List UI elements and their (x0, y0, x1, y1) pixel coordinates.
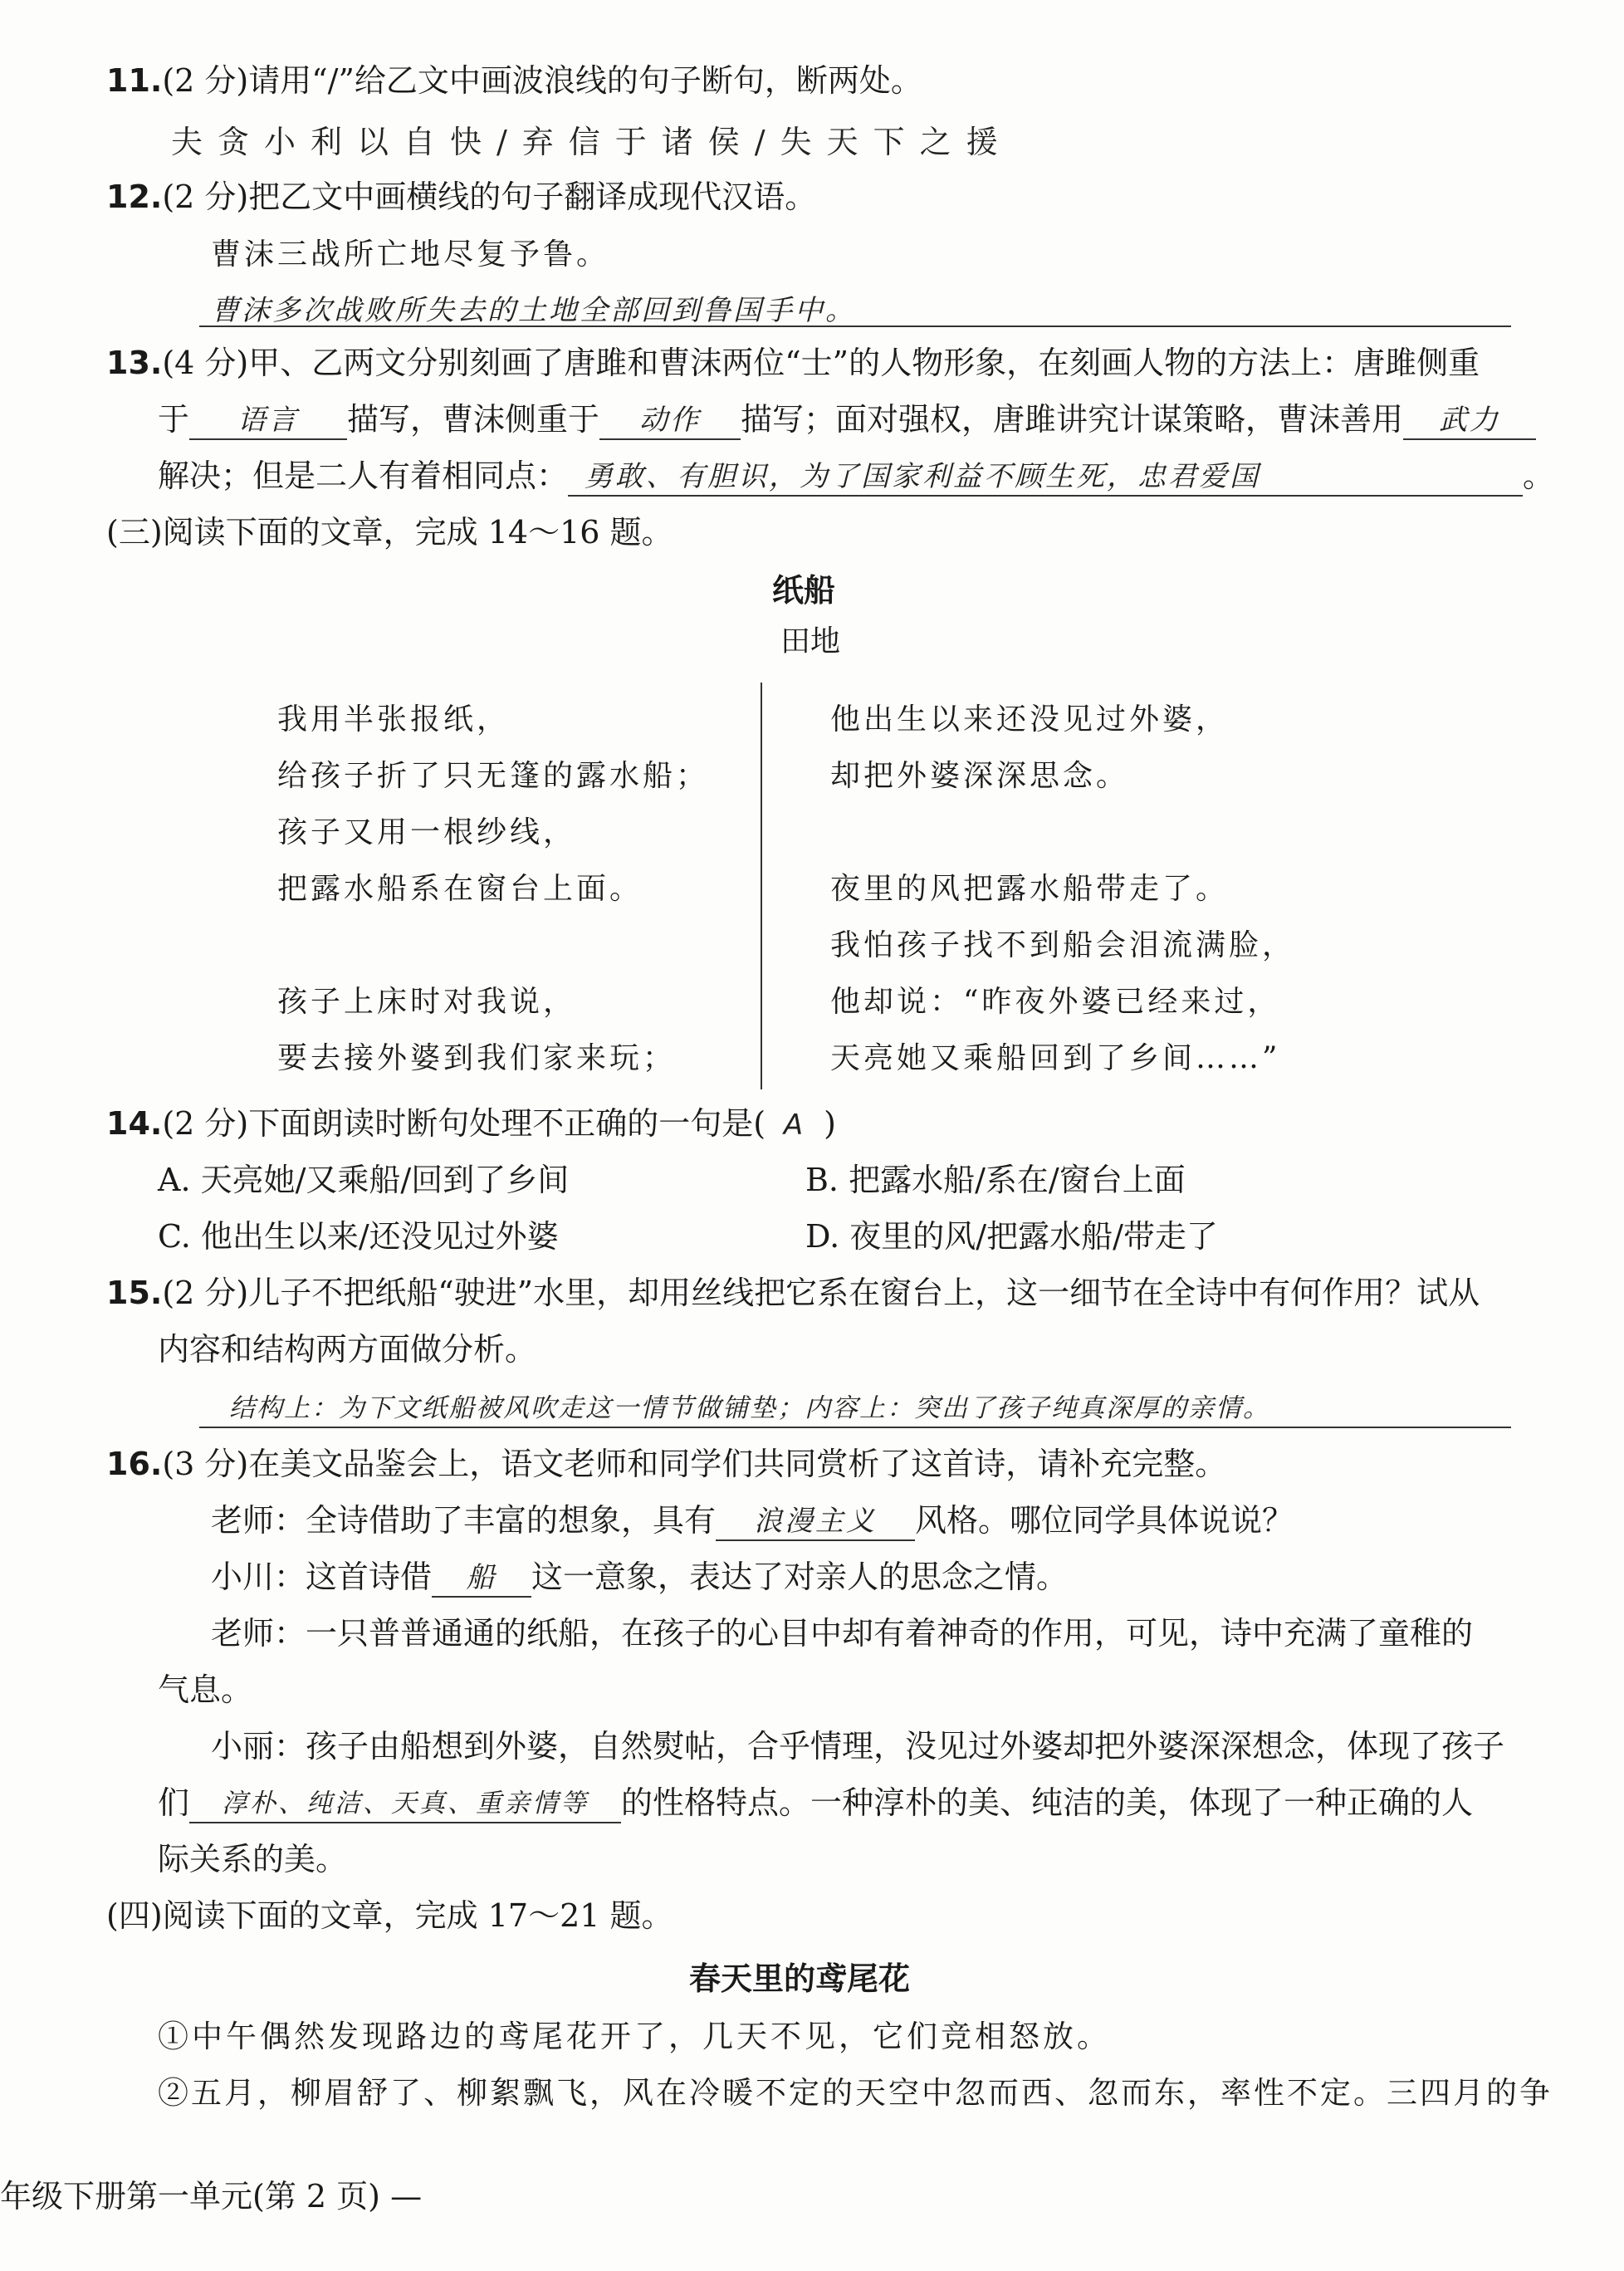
text: 小川：这首诗借 (211, 1559, 433, 1595)
option-a: A. 天亮她/又乘船/回到了乡间 (158, 1162, 570, 1198)
question-text: (2 分)把乙文中画横线的句子翻译成现代汉语。 (162, 179, 817, 215)
q12-sentence: 曹沫三战所亡地尽复予鲁。 (211, 237, 610, 272)
poem-left-line-1: 我用半张报纸， (277, 702, 511, 737)
q11-answer: 夫贪小利以自快/弃信于诸侯/失天下之援 (171, 124, 1013, 160)
poem-right-line-1: 他出生以来还没见过外婆， (830, 702, 1230, 737)
question-text: (2 分)请用“/”给乙文中画波浪线的句子断句，断两处。 (162, 62, 922, 99)
blank-2: 动作 (599, 402, 741, 440)
question-text: (4 分)甲、乙两文分别刻画了唐雎和曹沫两位“士”的人物形象，在刻画人物的方法上：唐雎侧重 (162, 345, 1480, 381)
text: 这一意象，表达了对亲人的思念之情。 (531, 1559, 1069, 1595)
poem-left-line-6: 要去接外婆到我们家来玩； (277, 1041, 677, 1075)
question-number: 13. (106, 345, 163, 381)
question-text: (2 分)儿子不把纸船“驶进”水里，却用丝线把它系在窗台上，这一细节在全诗中有何作用？试从 (162, 1275, 1480, 1311)
question-text: (3 分)在美文品鉴会上，语文老师和同学们共同赏析了这首诗，请补充完整。 (162, 1446, 1227, 1482)
blank-3: 淳朴、纯洁、天真、重亲情等 (189, 1785, 621, 1823)
question-16 (106, 1443, 1226, 1485)
question-number: 16. (106, 1446, 163, 1482)
poem-right-line-4: 我怕孩子找不到船会泪流满脸， (830, 928, 1296, 962)
question-12 (106, 176, 816, 218)
text: 的性格特点。一种淳朴的美、纯洁的美，体现了一种正确的人 (621, 1784, 1474, 1821)
blank-1: 浪漫主义 (716, 1503, 915, 1541)
q14-answer: A (783, 1109, 806, 1142)
q12-answer: 曹沫多次战败所失去的土地全部回到鲁国手中。 (211, 294, 856, 327)
poem-author: 田地 (780, 624, 841, 658)
question-13 (106, 342, 1480, 384)
poem-title: 纸船 (772, 572, 836, 609)
text: 风格。哪位同学具体说说？ (915, 1502, 1294, 1539)
blank-2: 船 (432, 1559, 531, 1598)
q16-line2 (211, 1556, 1068, 1598)
blank-4: 勇敢、有胆识，为了国家利益不顾生死，忠君爱国 (568, 458, 1523, 497)
text: 于 (158, 401, 190, 438)
question-14 (106, 1103, 836, 1146)
poem-left-line-2: 给孩子折了只无篷的露水船； (277, 759, 710, 793)
question-15 (106, 1272, 1480, 1314)
q15-answer: 结构上：为下文纸船被风吹走这一情节做铺垫；内容上：突出了孩子纯真深厚的亲情。 (229, 1393, 1270, 1423)
section-3-intro: (三)阅读下面的文章，完成 14～16 题。 (106, 514, 673, 551)
q16-line3: 老师：一只普普通通的纸船，在孩子的心目中却有着神奇的作用，可见，诗中充满了童稚的 (211, 1615, 1474, 1652)
q16-line4: 小丽：孩子由船想到外婆，自然熨帖，合乎情理，没见过外婆却把外婆深深想念，体现了孩子 (211, 1728, 1505, 1764)
q15-line2: 内容和结构两方面做分析。 (158, 1331, 537, 1368)
q16-line6: 际关系的美。 (158, 1841, 348, 1877)
question-number: 12. (106, 179, 163, 215)
q16-line3b: 气息。 (158, 1671, 253, 1708)
answer-line (199, 325, 1511, 327)
q16-line1 (211, 1500, 1294, 1541)
paragraph-2: ②五月，柳眉舒了、柳絮飘飞，风在冷暖不定的天空中忽而西、忽而东，率性不定。三四月的争 (158, 2075, 1553, 2111)
section-4-intro: (四)阅读下面的文章，完成 17～21 题。 (106, 1897, 673, 1934)
page-footer: 年级下册第一单元(第 2 页) — (0, 2178, 423, 2215)
q16-line5 (158, 1782, 1473, 1823)
blank-1: 语言 (189, 402, 347, 440)
poem-left-line-3: 孩子又用一根纱线， (277, 815, 577, 849)
q13-line2 (158, 399, 1536, 440)
answer-line (199, 1427, 1511, 1428)
text: ) (824, 1105, 836, 1142)
question-number: 11. (106, 62, 163, 99)
poem-left-line-5: 孩子上床时对我说， (277, 985, 577, 1019)
text: 。 (1523, 458, 1555, 494)
option-b: B. 把露水船/系在/窗台上面 (805, 1162, 1186, 1198)
poem-right-line-6: 天亮她又乘船回到了乡间……” (830, 1041, 1281, 1075)
question-number: 14. (106, 1105, 163, 1142)
poem-left-line-4: 把露水船系在窗台上面。 (277, 872, 643, 906)
text: 描写，曹沫侧重于 (347, 401, 600, 438)
question-11 (106, 60, 922, 101)
poem-right-line-3: 夜里的风把露水船带走了。 (830, 872, 1230, 906)
text: 老师：全诗借助了丰富的想象，具有 (211, 1502, 717, 1539)
poem-divider (761, 683, 762, 1089)
option-c: C. 他出生以来/还没见过外婆 (158, 1218, 559, 1255)
option-d: D. 夜里的风/把露水船/带走了 (805, 1218, 1218, 1255)
question-text: (2 分)下面朗读时断句处理不正确的一句是( (162, 1105, 766, 1142)
text: 描写；面对强权，唐雎讲究计谋策略，曹沫善用 (741, 401, 1404, 438)
poem-right-line-5: 他却说：“昨夜外婆已经来过， (830, 985, 1281, 1019)
blank-3: 武力 (1403, 402, 1536, 440)
text: 解决；但是二人有着相同点： (158, 458, 569, 494)
poem-right-line-2: 却把外婆深深思念。 (830, 759, 1130, 793)
text: 们 (158, 1784, 190, 1821)
paragraph-1: ①中午偶然发现路边的鸢尾花开了，几天不见，它们竞相怒放。 (158, 2019, 1111, 2054)
q13-line3 (158, 455, 1554, 497)
article-title: 春天里的鸢尾花 (689, 1960, 911, 1997)
question-number: 15. (106, 1275, 163, 1311)
